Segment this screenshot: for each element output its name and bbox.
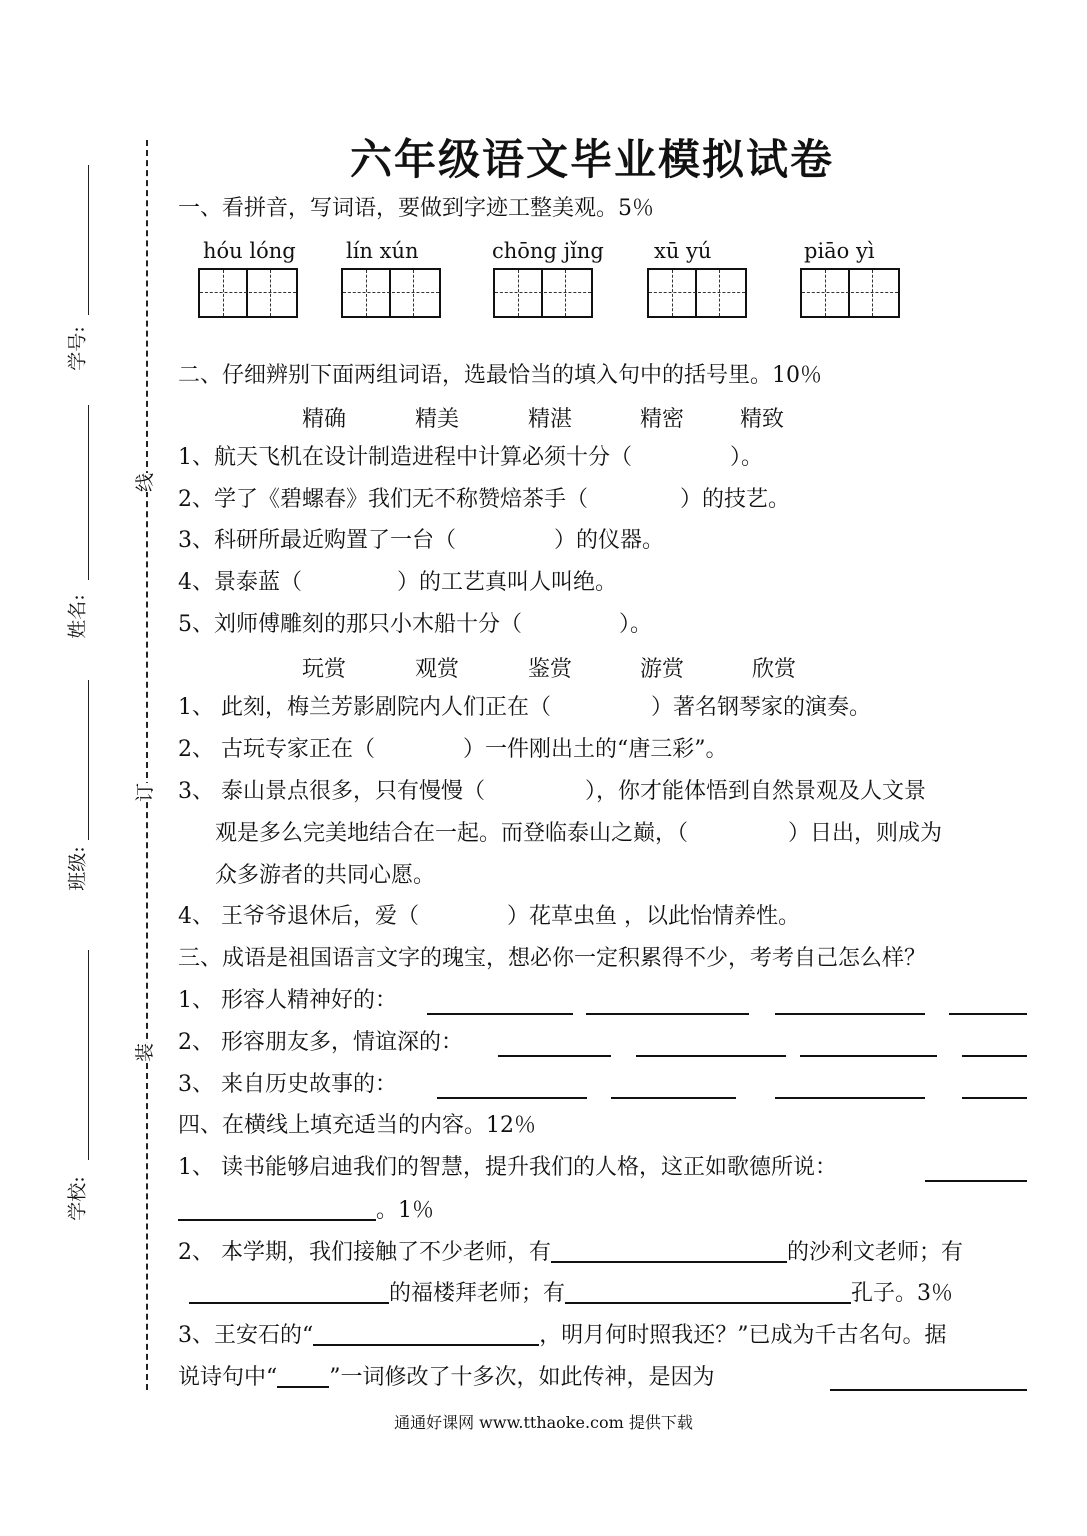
word-bank-2-item: 鉴赏 [528, 657, 573, 682]
writing-grid-3[interactable] [493, 268, 593, 318]
writing-grid-2[interactable] [341, 268, 441, 318]
question-2-1: 1、航天飞机在设计制造进程中计算必须十分（ ）。 [178, 445, 764, 470]
idiom-question-1: 1、 形容人精神好的： [178, 988, 397, 1013]
answer-line[interactable] [949, 989, 1027, 1015]
answer-line[interactable] [962, 1073, 1027, 1099]
name-line [88, 405, 89, 580]
answer-line[interactable] [427, 989, 573, 1015]
word-bank-1-item: 精美 [415, 407, 460, 432]
binding-mark-ding: 订 [126, 783, 161, 802]
question-2b-3-end: 众多游者的共同心愿。 [215, 863, 436, 888]
word-bank-1-item: 精密 [640, 407, 685, 432]
answer-line[interactable] [775, 1073, 925, 1099]
writing-grid-4[interactable] [647, 268, 747, 318]
answer-line[interactable] [962, 1031, 1027, 1057]
question-2b-3-cont: 观是多么完美地结合在一起。而登临泰山之巅，（ ）日出，则成为 [215, 821, 943, 846]
answer-line[interactable] [925, 1156, 1027, 1182]
page-title: 六年级语文毕业模拟试卷 [350, 135, 835, 184]
answer-line[interactable] [565, 1278, 851, 1304]
section1-heading: 一、看拼音，写词语，要做到字迹工整美观。5％ [178, 196, 654, 221]
section2-heading: 二、仔细辨别下面两组词语，选最恰当的填入句中的括号里。10％ [178, 363, 822, 388]
question-2-5: 5、刘师傅雕刻的那只小木船十分（ ）。 [178, 612, 653, 637]
answer-line[interactable] [178, 1195, 376, 1221]
binding-mark-zhuang: 装 [126, 1043, 161, 1062]
answer-line[interactable] [189, 1278, 389, 1304]
answer-line[interactable] [636, 1031, 786, 1057]
school-line [88, 950, 89, 1160]
answer-line[interactable] [313, 1320, 539, 1346]
school-label: 学校: [66, 1176, 89, 1221]
pinyin-3: chōng jǐng [492, 239, 604, 263]
answer-line[interactable] [775, 989, 925, 1015]
answer-line[interactable] [611, 1073, 736, 1099]
idiom-question-3: 3、 来自历史故事的： [178, 1072, 397, 1097]
answer-line[interactable] [277, 1362, 329, 1388]
fill-question-2-cont: 的福楼拜老师；有 孔子。3％ [189, 1278, 953, 1309]
fill-question-1: 1、 读书能够启迪我们的智慧，提升我们的人格，这正如歌德所说： [178, 1155, 837, 1180]
fill-question-2: 2、 本学期，我们接触了不少老师，有 的沙利文老师；有 [178, 1237, 963, 1268]
class-label: 班级: [66, 846, 89, 891]
word-bank-1-item: 精确 [302, 407, 347, 432]
section3-heading: 三、成语是祖国语言文字的瑰宝，想必你一定积累得不少，考考自己怎么样？ [178, 946, 927, 971]
answer-line[interactable] [498, 1031, 611, 1057]
fill-question-3: 3、王安石的“ ，明月何时照我还？”已成为千古名句。据 [178, 1320, 947, 1351]
fill-question-3-cont: 说诗句中“ ”一词修改了十多次，如此传神，是因为 [178, 1362, 715, 1393]
question-2b-2: 2、 古玩专家正在（ ）一件刚出土的“唐三彩”。 [178, 737, 728, 762]
answer-line[interactable] [800, 1031, 937, 1057]
binding-mark-xian: 线 [126, 473, 161, 492]
answer-line[interactable] [830, 1365, 1027, 1391]
name-label: 姓名: [66, 594, 89, 639]
class-line [88, 680, 89, 840]
word-bank-2-item: 欣赏 [752, 657, 797, 682]
question-2-2: 2、学了《碧螺春》我们无不称赞焙茶手（ ）的技艺。 [178, 487, 791, 512]
answer-line[interactable] [586, 989, 749, 1015]
question-2b-4: 4、 王爷爷退休后，爱（ ）花草虫鱼 ，以此怡情养性。 [178, 904, 800, 929]
footer-source: 通通好课网 www.tthaoke.com 提供下载 [394, 1413, 693, 1432]
word-bank-1-item: 精致 [740, 407, 785, 432]
word-bank-2-item: 玩赏 [302, 657, 347, 682]
pinyin-2: lín xún [346, 239, 419, 263]
pinyin-5: piāo yì [804, 239, 875, 263]
word-bank-2-item: 游赏 [640, 657, 685, 682]
fill-question-1-cont: 。1％ [178, 1195, 434, 1226]
question-2-3: 3、科研所最近购置了一台（ ）的仪器。 [178, 528, 665, 553]
writing-grid-5[interactable] [800, 268, 900, 318]
section4-heading: 四、在横线上填充适当的内容。12％ [178, 1113, 536, 1138]
student-id-line [88, 165, 89, 315]
word-bank-1-item: 精湛 [528, 407, 573, 432]
answer-line[interactable] [551, 1237, 787, 1263]
pinyin-4: xū yú [654, 239, 712, 263]
question-2b-1: 1、 此刻，梅兰芳影剧院内人们正在（ ）著名钢琴家的演奏。 [178, 695, 872, 720]
student-id-label: 学号: [66, 326, 89, 371]
answer-line[interactable] [437, 1073, 587, 1099]
binding-dashed-line [146, 140, 148, 1390]
word-bank-2-item: 观赏 [415, 657, 460, 682]
writing-grid-1[interactable] [198, 268, 298, 318]
pinyin-1: hóu lóng [203, 239, 296, 263]
idiom-question-2: 2、 形容朋友多，情谊深的： [178, 1030, 463, 1055]
question-2b-3: 3、 泰山景点很多，只有慢慢（ ），你才能体悟到自然景观及人文景 [178, 779, 927, 804]
question-2-4: 4、景泰蓝（ ）的工艺真叫人叫绝。 [178, 570, 618, 595]
